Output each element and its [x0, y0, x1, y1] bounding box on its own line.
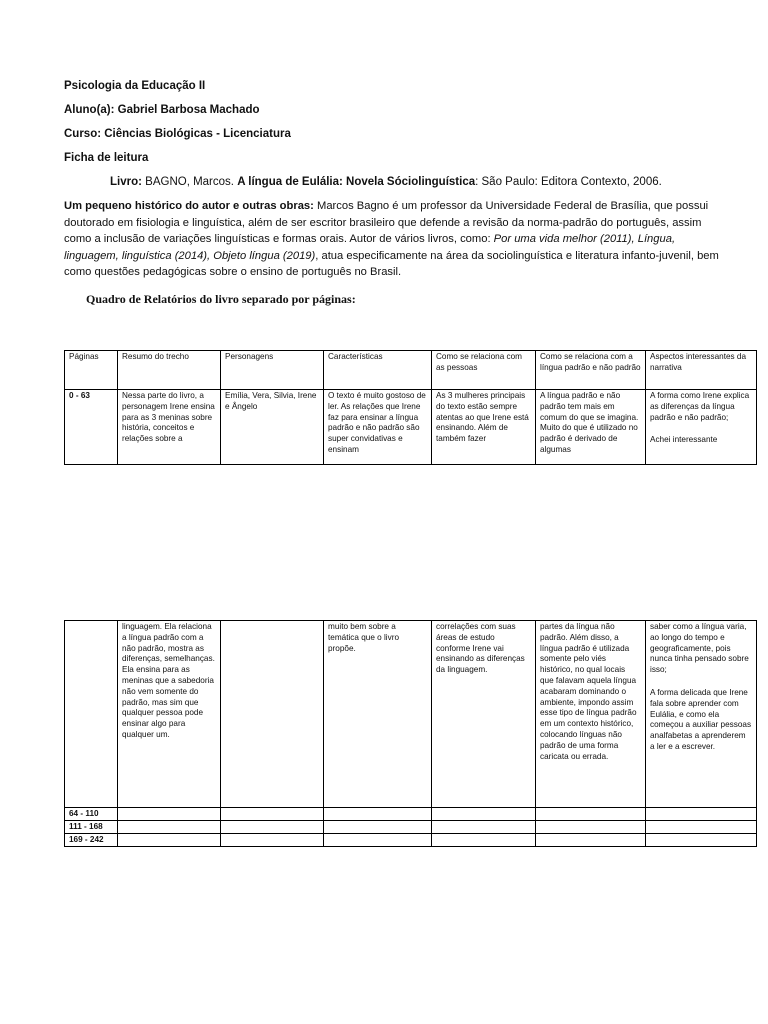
cell-pessoas: As 3 mulheres principais do texto estão sempre atentas ao que Irene está ensinando. Além de também fazer	[432, 390, 536, 465]
row-pages: 0 - 63	[65, 390, 118, 465]
student-name: Aluno(a): Gabriel Barbosa Machado	[64, 104, 260, 116]
table-row	[65, 621, 757, 808]
empty-cell	[536, 834, 646, 847]
table-header-row	[65, 351, 757, 390]
report-table	[64, 350, 757, 465]
cell-caracteristicas: O texto é muito gostoso de ler. As relações que Irene faz para ensinar a língua padrão e não padrão são super convidativas e ensinam	[324, 390, 432, 465]
cell-personagens: Emília, Vera, Silvia, Irene e Ângelo	[221, 390, 324, 465]
header-resumo: Resumo do trecho	[118, 351, 221, 390]
empty-cell	[118, 834, 221, 847]
header-aspectos: Aspectos interessantes da narrativa	[646, 351, 757, 390]
book-title: A língua de Eulália: Novela Sóciolinguística	[237, 176, 476, 188]
cont-caracteristicas: muito bem sobre a temática que o livro propõe.	[324, 621, 432, 808]
cell-aspectos	[646, 390, 757, 465]
empty-cell	[324, 808, 432, 821]
author-history-text-end: , atua especificamente na área da sociolinguística e literatura infanto-juvenil, bem como questões pedagógicas sobre o ensino de português no Brasil.	[64, 249, 719, 278]
aspectos-part-a: A forma como Irene explica as diferenças da língua padrão e não padrão;	[650, 391, 750, 422]
header-caracteristicas: Características	[324, 351, 432, 390]
author-works: Por uma vida melhor (2011), Língua, linguagem, linguística (2014), Objeto língua (2019)	[64, 233, 676, 262]
row-pages: 169 - 242	[65, 834, 118, 847]
report-table-continued	[64, 620, 757, 847]
empty-cell	[221, 808, 324, 821]
row-pages: 111 - 168	[65, 821, 118, 834]
author-history-heading: Um pequeno histórico do autor e outras obras:	[64, 200, 314, 212]
cont-personagens	[221, 621, 324, 808]
cell-lingua: A língua padrão e não padrão tem mais em comum do que se imagina. Muito do que é utilizado no padrão é derivado de algumas	[536, 390, 646, 465]
course-name: Psicologia da Educação II	[64, 80, 206, 92]
cont-aspectos-part-a: saber como a língua varia, ao longo do tempo e geograficamente, pois nunca tinha pensado sobre isso;	[650, 622, 749, 675]
author-history-paragraph	[64, 198, 720, 281]
author-history-text: Marcos Bagno é um professor da Universidade Federal de Brasília, que possui doutorado em fisiologia e linguística, além de ser escritor brasileiro que defende a revisão da norma-padrão do português, assim como a inclusão de variações linguísticas e formas orais. Autor de vários livros, como:	[64, 200, 709, 245]
cont-aspectos-part-b: A forma delicada que Irene fala sobre aprender com Eulália, e como ela começou a auxiliar pessoas analfabetas a aprenderem a ler e a escrever.	[650, 687, 752, 751]
book-reference	[110, 176, 662, 188]
empty-cell	[432, 808, 536, 821]
cont-pessoas: correlações com suas áreas de estudo conforme Irene vai ensinando as diferenças da linguagem.	[432, 621, 536, 808]
table-row	[65, 808, 757, 821]
cell-resumo: Nessa parte do livro, a personagem Irene ensina para as 3 meninas sobre história, conceitos e relações sobre a	[118, 390, 221, 465]
cont-lingua: partes da língua não padrão. Além disso, a língua padrão é utilizada somente pelo viés histórico, no qual locais que falavam aquela língua acabaram dominando o ambiente, impondo assim esse tipo de língua padrão em um contexto histórico, colocando línguas não padrão de uma forma caricata ou errada.	[536, 621, 646, 808]
table-row	[65, 821, 757, 834]
empty-cell	[536, 821, 646, 834]
empty-cell	[646, 808, 757, 821]
book-label: Livro:	[110, 176, 142, 188]
row-pages: 64 - 110	[65, 808, 118, 821]
document-type: Ficha de leitura	[64, 152, 149, 164]
empty-cell	[221, 834, 324, 847]
quadro-title: Quadro de Relatórios do livro separado por páginas:	[86, 292, 356, 306]
empty-cell	[324, 821, 432, 834]
header-pessoas: Como se relaciona com as pessoas	[432, 351, 536, 390]
cont-aspectos	[646, 621, 757, 808]
empty-cell	[221, 821, 324, 834]
table-row	[65, 390, 757, 465]
book-publisher: : São Paulo: Editora Contexto, 2006.	[475, 176, 662, 188]
header-paginas: Páginas	[65, 351, 118, 390]
aspectos-part-b: Achei interessante	[650, 435, 718, 445]
empty-cell	[432, 834, 536, 847]
empty-cell	[646, 821, 757, 834]
cont-resumo: linguagem. Ela relaciona a língua padrão com a não padrão, mostra as diferenças, semelhanças. Ela ensina para as meninas que a sabedoria não vem somente do padrão, mas sim que qualquer pessoa pode ensinar algo para qualquer um.	[118, 621, 221, 808]
table-row	[65, 834, 757, 847]
empty-cell	[646, 834, 757, 847]
cont-pages	[65, 621, 118, 808]
header-personagens: Personagens	[221, 351, 324, 390]
empty-cell	[432, 821, 536, 834]
empty-cell	[118, 808, 221, 821]
empty-cell	[324, 834, 432, 847]
empty-cell	[118, 821, 221, 834]
program-name: Curso: Ciências Biológicas - Licenciatura	[64, 128, 291, 140]
empty-cell	[536, 808, 646, 821]
book-author: BAGNO, Marcos.	[145, 176, 234, 188]
header-lingua: Como se relaciona com a língua padrão e não padrão	[536, 351, 646, 390]
